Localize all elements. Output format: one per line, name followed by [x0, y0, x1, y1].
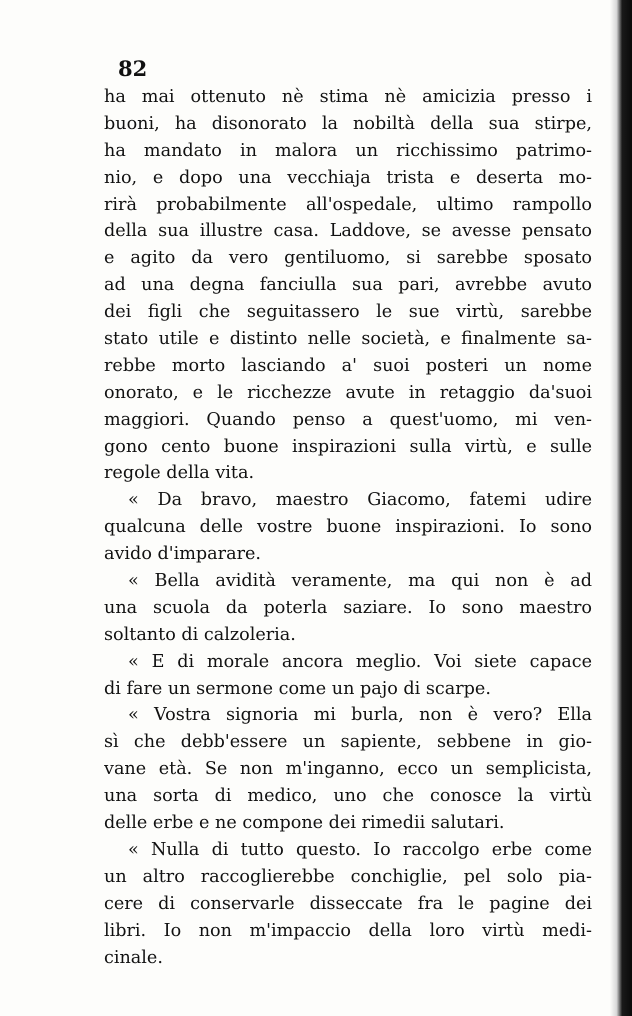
text-line: ha mai ottenuto nè stima nè amicizia presso i	[104, 87, 592, 107]
text-line: di fare un sermone come un pajo di scarpe.	[104, 678, 491, 699]
text-line: una scuola da poterla saziare. Io sono maestro	[104, 597, 592, 618]
text-line: cinale.	[104, 947, 163, 968]
text-line: buoni, ha disonorato la nobiltà della sua stirpe,	[104, 113, 592, 134]
text-line: « Da bravo, maestro Giacomo, fatemi udire	[128, 490, 592, 511]
text-line: dei figli che seguitassero le sue virtù, sarebbe	[104, 302, 592, 323]
text-line: libri. Io non m'impaccio della loro virtù medi-	[104, 920, 592, 941]
text-line: rebbe morto lasciando a' suoi posteri un nome	[104, 355, 592, 376]
text-line: ha mandato in malora un ricchissimo patrimo-	[104, 140, 592, 161]
text-line: avido d'imparare.	[104, 544, 261, 565]
text-line: soltanto di calzoleria.	[104, 624, 296, 645]
text-line: « Nulla di tutto questo. Io raccolgo erbe come	[128, 839, 592, 860]
text-line: stato utile e distinto nelle società, e finalmente sa-	[104, 329, 592, 350]
text-line: qualcuna delle vostre buone inspirazioni. Io sono	[104, 517, 592, 538]
text-line: e agito da vero gentiluomo, si sarebbe sposato	[104, 248, 592, 269]
body-text	[104, 84, 592, 971]
text-line: della sua illustre casa. Laddove, se avesse pensato	[104, 221, 592, 242]
text-line: onorato, e le ricchezze avute in retaggio da'suoi	[104, 382, 592, 403]
text-line: « E di morale ancora meglio. Voi siete capace	[128, 651, 592, 672]
text-line: regole della vita.	[104, 463, 255, 484]
text-line: un altro raccoglierebbe conchiglie, pel solo pia-	[104, 866, 592, 887]
text-line: gono cento buone inspirazioni sulla virtù, e sulle	[104, 436, 592, 457]
text-line: delle erbe e ne compone dei rimedii salutari.	[104, 813, 505, 834]
text-line: « Bella avidità veramente, ma qui non è ad	[128, 571, 592, 592]
text-line: cere di conservarle disseccate fra le pagine dei	[104, 893, 592, 914]
text-line: rirà probabilmente all'ospedale, ultimo rampollo	[104, 194, 592, 215]
text-line: una sorta di medico, uno che conosce la virtù	[104, 786, 592, 807]
text-line: maggiori. Quando penso a quest'uomo, mi ven-	[104, 409, 592, 430]
page-binding-edge	[610, 0, 632, 1016]
text-line: ad una degna fanciulla sua pari, avrebbe avuto	[104, 275, 592, 296]
text-line: nio, e dopo una vecchiaja trista e deserta mo-	[104, 167, 592, 188]
text-line: vane età. Se non m'inganno, ecco un semplicista,	[104, 759, 592, 780]
text-line: sì che debb'essere un sapiente, sebbene in gio-	[104, 732, 592, 753]
page-number: 82	[118, 56, 148, 81]
text-line: « Vostra signoria mi burla, non è vero? Ella	[128, 705, 592, 726]
